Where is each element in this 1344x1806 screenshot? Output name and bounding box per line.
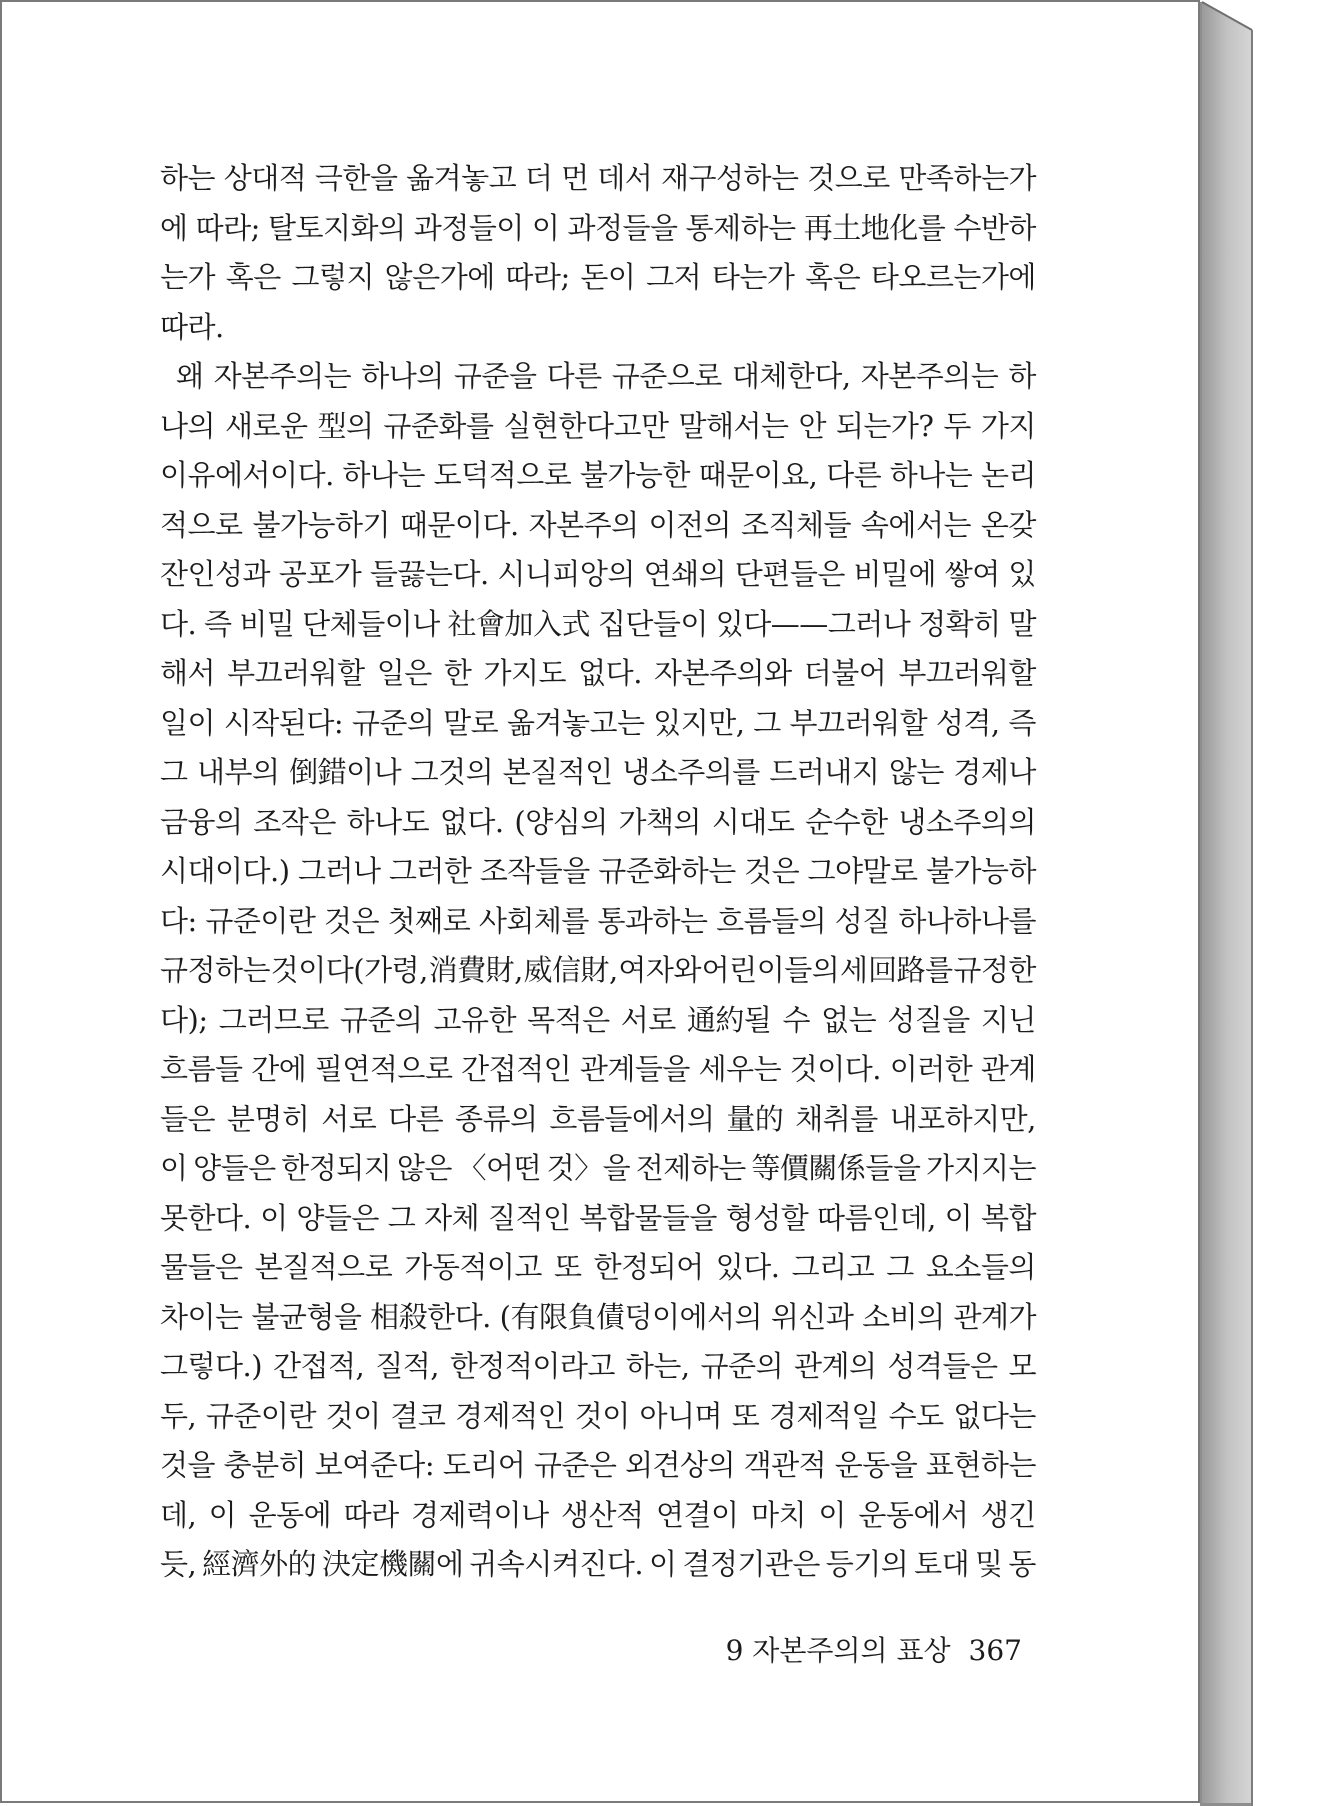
text-line: 적으로 불가능하기 때문이다. 자본주의 이전의 조직체들 속에서는 온갖: [160, 507, 1036, 542]
text-line: 규정하는 것이다(가령, 消費財, 威信財, 여자와 어린이들의 세 回路를 규정한: [160, 953, 1036, 987]
body-text: [160, 154, 1036, 1590]
text-line: 이 양들은 한정되지 않은 〈어떤 것〉을 전제하는 等價關係들을 가지지는: [160, 1151, 1036, 1185]
text-line: 데, 이 운동에 따라 경제력이나 생산적 연결이 마치 이 운동에서 생긴: [160, 1497, 1036, 1532]
text-line: 이유에서이다. 하나는 도덕적으로 불가능한 때문이요, 다른 하나는 논리: [160, 458, 1036, 492]
text-line: 물들은 본질적으로 가동적이고 또 한정되어 있다. 그리고 그 요소들의: [160, 1250, 1036, 1284]
text-line: 듯, 經濟外的 決定機關에 귀속시켜진다. 이 결정기관은 등기의 토대 및 동: [160, 1547, 1036, 1581]
text-line: 다); 그러므로 규준의 고유한 목적은 서로 通約될 수 없는 성질을 지닌: [160, 1002, 1036, 1037]
book-edge-shading: [1200, 0, 1344, 1806]
text-line: 시대이다.) 그러나 그러한 조작들을 규준화하는 것은 그야말로 불가능하: [160, 854, 1036, 888]
text-line: 것을 충분히 보여준다: 도리어 규준은 외견상의 객관적 운동을 표현하는: [160, 1448, 1036, 1482]
text-line: 해서 부끄러워할 일은 한 가지도 없다. 자본주의와 더불어 부끄러워할: [160, 656, 1036, 690]
running-head: 9 자본주의의 표상: [725, 1634, 951, 1667]
text-line: 다. 즉 비밀 단체들이나 社會加入式 집단들이 있다——그러나 정확히 말: [160, 606, 1036, 641]
text-line: 왜 자본주의는 하나의 규준을 다른 규준으로 대체한다, 자본주의는 하: [176, 359, 1036, 393]
page-number: 367: [968, 1634, 1022, 1667]
text-line: 그렇다.) 간접적, 질적, 한정적이라고 하는, 규준의 관계의 성격들은 모: [160, 1349, 1036, 1383]
text-line: 다: 규준이란 것은 첫째로 사회체를 통과하는 흐름들의 성질 하나하나를: [160, 903, 1036, 938]
text-line: 못한다. 이 양들은 그 자체 질적인 복합물들을 형성할 따름인데, 이 복합: [160, 1200, 1036, 1235]
text-line: 두, 규준이란 것이 결코 경제적인 것이 아니며 또 경제적일 수도 없다는: [160, 1398, 1036, 1433]
text-line: 그 내부의 倒錯이나 그것의 본질적인 냉소주의를 드러내지 않는 경제나: [160, 755, 1036, 789]
text-line: 일이 시작된다: 규준의 말로 옮겨놓고는 있지만, 그 부끄러워할 성격, 즉: [160, 705, 1036, 740]
page-footer: [602, 1629, 1022, 1669]
text-line: 금융의 조작은 하나도 없다. (양심의 가책의 시대도 순수한 냉소주의의: [160, 804, 1036, 839]
text-line: 잔인성과 공포가 들끓는다. 시니피앙의 연쇄의 단편들은 비밀에 쌓여 있: [160, 557, 1036, 591]
text-line: 하는 상대적 극한을 옮겨놓고 더 먼 데서 재구성하는 것으로 만족하는가: [160, 161, 1036, 195]
text-line: 흐름들 간에 필연적으로 간접적인 관계들을 세우는 것이다. 이러한 관계: [160, 1052, 1036, 1086]
text-line: 는가 혹은 그렇지 않은가에 따라; 돈이 그저 타는가 혹은 타오르는가에: [160, 260, 1036, 294]
text-line: 나의 새로운 型의 규준화를 실현한다고만 말해서는 안 되는가? 두 가지: [160, 408, 1036, 443]
text-line: 들은 분명히 서로 다른 종류의 흐름들에서의 量的 채취를 내포하지만,: [160, 1101, 1036, 1136]
text-line: 차이는 불균형을 相殺한다. (有限負債덩이에서의 위신과 소비의 관계가: [160, 1299, 1036, 1334]
text-line: 에 따라; 탈토지화의 과정들이 이 과정들을 통제하는 再土地化를 수반하: [160, 210, 1036, 245]
text-line: 따라.: [160, 309, 224, 344]
